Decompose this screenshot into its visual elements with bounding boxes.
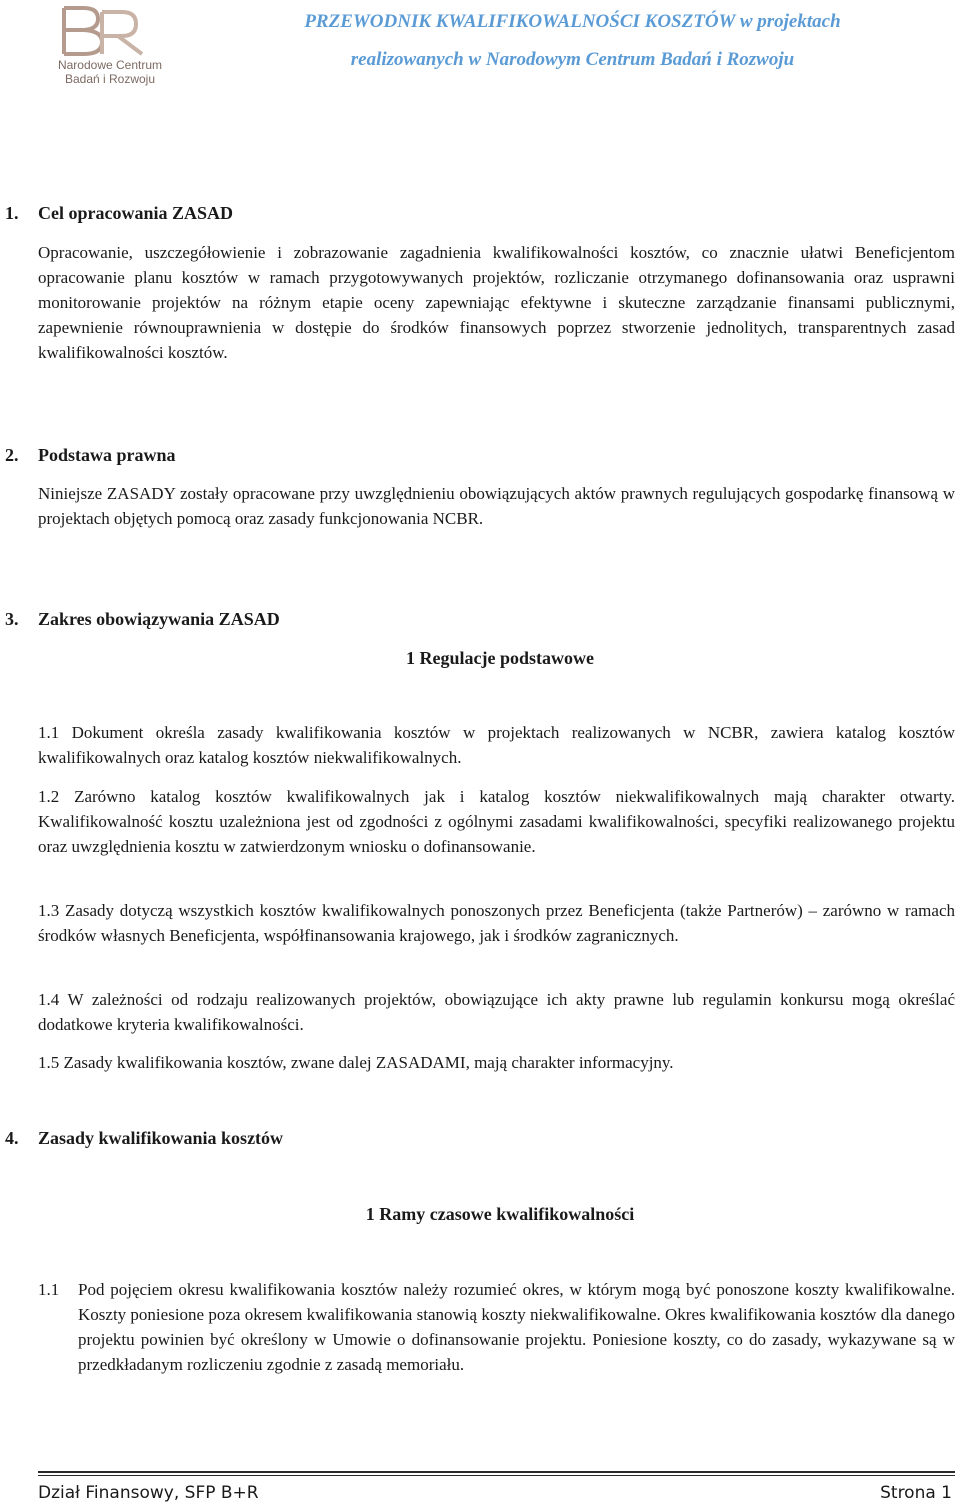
section-4-item-1-1-text: Pod pojęciem okresu kwalifikowania kosztów należy rozumieć okres, w którym mogą być ponoszone koszty kwalifikowalne. Koszty poniesione poza okresem kwalifikowania stanowią koszty niekwalifikowalne. Okres kwalifikowania kosztów dla danego projektu powinien być określony w Umowie o dofinansowanie projektu. Poniesione koszty, co do zasady, wykazywane są w przedkładanym rozliczeniu zgodnie z zasadą memoriału. xyxy=(78,1280,955,1374)
section-3-item-1-3: 1.3 Zasady dotyczą wszystkich kosztów kwalifikowalnych ponoszonych przez Beneficjenta (także Partnerów) – zarówno w ramach środków własnych Beneficjenta, współfinansowania krajowego, jak i środków zagranicznych. xyxy=(38,901,955,945)
footer-rule-thin xyxy=(38,1475,955,1476)
section-3-item-1-4: 1.4 W zależności od rodzaju realizowanych projektów, obowiązujące ich akty prawne lub regulamin konkursu mogą określać dodatkowe kryteria kwalifikowalności. xyxy=(38,990,955,1034)
ncbr-logo xyxy=(30,6,180,90)
section-3-item-1-2: 1.2 Zarówno katalog kosztów kwalifikowalnych jak i katalog kosztów niekwalifikowalnych mają charakter otwarty. Kwalifikowalność kosztu uzależniona jest od zgodności z ogólnymi zasadami kwalifikowalności, specyfiki realizowanego projektu oraz uwzględnienia kosztu w zatwierdzonym wniosku o dofinansowanie. xyxy=(38,787,955,856)
section-4-number: 4. xyxy=(5,1128,19,1148)
section-4-heading xyxy=(5,1126,283,1150)
section-2-title: Podstawa prawna xyxy=(38,445,176,465)
section-1-title: Cel opracowania ZASAD xyxy=(38,203,234,223)
section-3-subtitle: 1 Regulacje podstawowe xyxy=(406,648,594,668)
section-3-item-1-5: 1.5 Zasady kwalifikowania kosztów, zwane dalej ZASADAMI, mają charakter informacyjny. xyxy=(38,1053,674,1072)
section-1-body: Opracowanie, uszczegółowienie i zobrazowanie zagadnienia kwalifikowalności kosztów, co znacznie ułatwi Beneficjentom opracowanie planu kosztów w ramach przygotowywanych projektów, rozliczanie otrzymanego dofinansowania oraz usprawni monitorowanie projektów na różnym etapie oceny zapewniając efektywne i skuteczne zarządzanie finansami publicznymi, zapewnienie równouprawnienia w dostępie do środków finansowych poprzez stworzenie jednolitych, transparentnych zasad kwalifikowalności kosztów. xyxy=(38,243,955,362)
section-2-number: 2. xyxy=(5,445,19,465)
section-4-subtitle: 1 Ramy czasowe kwalifikowalności xyxy=(365,1204,635,1224)
header-title-line-2: realizowanych w Narodowym Centrum Badań i Rozwoju xyxy=(350,49,795,70)
logo-br-mark-icon xyxy=(58,6,150,58)
section-4-item-1-1-number: 1.1 xyxy=(38,1280,60,1299)
header-title-line-1: PRZEWODNIK KWALIFIKOWALNOŚCI KOSZTÓW w projektach xyxy=(304,11,841,32)
section-3-title: Zakres obowiązywania ZASAD xyxy=(38,609,280,629)
footer-page-number: Strona 1 xyxy=(880,1483,952,1503)
section-2-heading xyxy=(5,443,176,467)
logo-line-2: Badań i Rozwoju xyxy=(64,72,156,86)
footer-department: Dział Finansowy, SFP B+R xyxy=(38,1483,259,1503)
section-4-item-1-1 xyxy=(38,1277,955,1377)
section-4-title: Zasady kwalifikowania kosztów xyxy=(38,1128,284,1148)
section-3-number: 3. xyxy=(5,609,19,629)
section-3-item-1-1: 1.1 Dokument określa zasady kwalifikowania kosztów w projektach realizowanych w NCBR, zawiera katalog kosztów kwalifikowalnych oraz katalog kosztów niekwalifikowalnych. xyxy=(38,723,955,767)
logo-line-1: Narodowe Centrum xyxy=(57,58,163,72)
section-2-body: Niniejsze ZASADY zostały opracowane przy uwzględnieniu obowiązujących aktów prawnych regulujących gospodarkę finansową w projektach objętych pomocą oraz zasady funkcjonowania NCBR. xyxy=(38,484,955,528)
section-1-heading xyxy=(5,201,233,225)
section-3-heading xyxy=(5,607,280,631)
section-1-number: 1. xyxy=(5,203,19,223)
logo-caption xyxy=(40,58,180,86)
